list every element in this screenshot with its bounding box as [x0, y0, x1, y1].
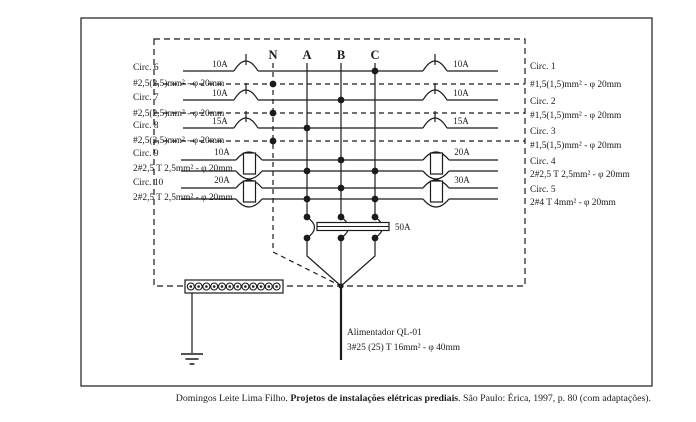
phase-tap-dot — [338, 97, 345, 104]
breaker-rating-left: 15A — [212, 116, 228, 126]
main-breaker-50a — [304, 214, 411, 242]
feeder-name: Alimentador QL-01 — [347, 328, 422, 338]
breaker-symbol-right-2pole — [423, 180, 449, 207]
breaker-rating-right: 10A — [453, 88, 469, 98]
bus-label-c: C — [370, 48, 380, 62]
citation-book-title: Projetos de instalações elétricas prediais — [290, 393, 459, 404]
phase-tap-dot — [372, 168, 379, 175]
breaker-symbol-right — [423, 54, 447, 71]
breaker-symbol-right — [423, 83, 447, 100]
bus-label-b: B — [336, 48, 346, 62]
breaker-rating-left: 20A — [214, 175, 230, 185]
neutral-tap-dot — [270, 81, 277, 88]
phase-tap-dot — [372, 68, 379, 75]
circuit-spec: #1,5(1,5)mm² - φ 20mm — [530, 111, 622, 121]
ground-bus-bar — [185, 280, 283, 293]
bus-label-a: A — [302, 48, 312, 62]
main-breaker-rating: 50A — [395, 222, 411, 232]
breaker-rating-right: 15A — [453, 116, 469, 126]
breaker-symbol-left — [234, 54, 258, 71]
right-circuit-labels — [530, 62, 631, 208]
phase-tap-dot — [338, 157, 345, 164]
circuit-spec: #2,5(2,5)mm² - φ 20mm — [133, 109, 225, 119]
citation — [176, 392, 651, 404]
circuit-name: Circ. 2 — [530, 97, 556, 107]
feeder-convergence — [273, 238, 375, 360]
feeder-label — [347, 328, 461, 353]
breaker-symbol-left-2pole — [236, 180, 262, 207]
circuit-name: Circ. 4 — [530, 157, 556, 167]
neutral-tap-dot — [270, 138, 277, 145]
circuit-spec: #1,5(1,5)mm² - φ 20mm — [530, 141, 622, 151]
phase-tap-dot — [304, 196, 311, 203]
breaker-symbol-right-2pole — [423, 152, 449, 179]
circuit-spec: #2,5(2,5)mm² - φ 20mm — [133, 79, 225, 89]
breaker-rating-right: 20A — [454, 147, 470, 157]
breaker-rating-left: 10A — [212, 88, 228, 98]
circuit-spec: #2,5(2,5)mm² - φ 20mm — [133, 136, 225, 146]
circuit-name: Circ. 7 — [133, 93, 159, 103]
citation-publisher: . São Paulo: Érica, 1997, p. 80 (com adaptações). — [458, 393, 651, 404]
breaker-rating-right: 10A — [453, 59, 469, 69]
bus-labels — [268, 48, 379, 62]
neutral-tap-dot — [270, 110, 277, 117]
bus-label-n: N — [268, 48, 278, 62]
breaker-symbol-left — [234, 83, 258, 100]
circuit-name: Circ. 5 — [530, 185, 556, 195]
phase-tap-dot — [372, 196, 379, 203]
circuit-spec: 2#2,5 T 2,5mm² - φ 20mm — [530, 170, 630, 180]
phase-tap-dot — [304, 125, 311, 132]
circuit-name: Circ. 10 — [133, 178, 164, 188]
phase-tap-dot — [304, 168, 311, 175]
circuit-name: Circ. 3 — [530, 127, 556, 137]
citation-author: Domingos Leite Lima Filho. — [175, 393, 291, 404]
circuit-spec: 2#4 T 4mm² - φ 20mm — [530, 198, 616, 208]
breaker-rating-left: 10A — [214, 147, 230, 157]
breaker-symbol-left-2pole — [236, 152, 262, 179]
phase-a-drop — [307, 238, 341, 286]
phase-c-drop — [341, 238, 375, 286]
circuit-name: Circ. 8 — [133, 121, 159, 131]
earth-symbol — [181, 293, 203, 364]
circuit-name: Circ. 9 — [133, 149, 159, 159]
breaker-rating-left: 10A — [212, 59, 228, 69]
feeder-spec: 3#25 (25) T 16mm² - φ 40mm — [347, 343, 461, 353]
circuit-spec: #1,5(1,5)mm² - φ 20mm — [530, 80, 622, 90]
phase-tap-dot — [338, 185, 345, 192]
breaker-rating-right: 30A — [454, 175, 470, 185]
circuit-name: Circ. 6 — [133, 63, 159, 73]
circuit-name: Circ. 1 — [530, 62, 556, 72]
circuit-spec: 2#2,5 T 2,5mm² - φ 20mm — [133, 193, 233, 203]
circuit-spec: 2#2,5 T 2,5mm² - φ 20mm — [133, 164, 233, 174]
